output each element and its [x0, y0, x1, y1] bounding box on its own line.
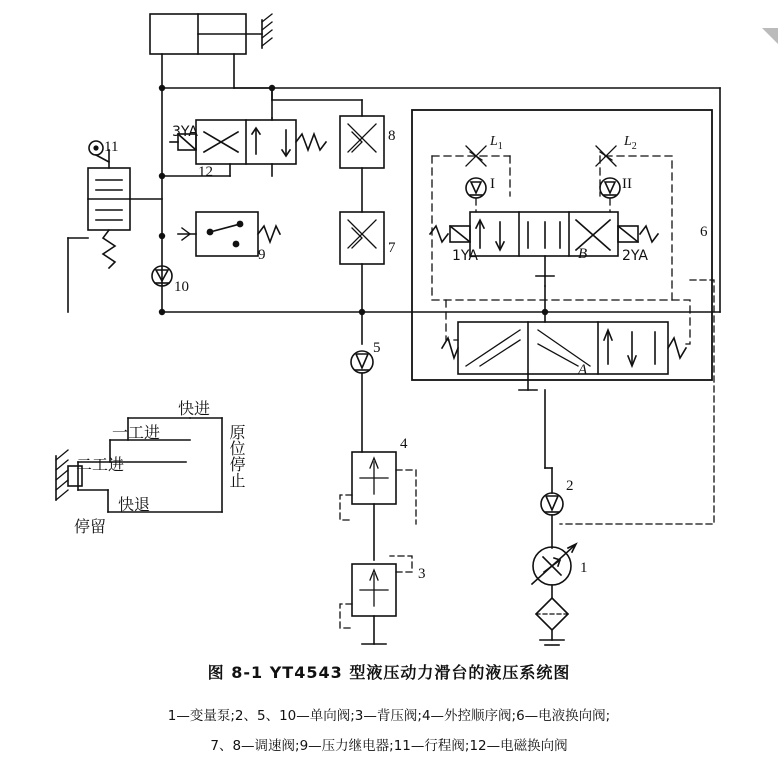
label-pilot-check-i: I: [490, 176, 495, 192]
label-component-3: 3: [418, 566, 426, 582]
label-port-l1: $L_1$: [490, 134, 503, 152]
figure-caption-title: 图 8-1 YT4543 型液压动力滑台的液压系统图: [207, 663, 571, 682]
label-work-feed-2: 二工进: [76, 455, 125, 474]
label-solenoid-1ya: 1YA: [452, 248, 478, 264]
label-pilot-check-ii: II: [622, 176, 632, 192]
label-port-l2: $L_2$: [624, 134, 637, 152]
label-component-12: 12: [198, 164, 213, 180]
label-component-2: 2: [566, 478, 574, 494]
label-fast-return: 快退: [118, 495, 151, 514]
label-stop-dwell: 停留: [74, 517, 107, 536]
label-component-6: 6: [700, 224, 708, 240]
label-solenoid-2ya: 2YA: [622, 248, 648, 264]
label-component-11: 11: [104, 139, 119, 155]
label-fast-forward: 快进: [178, 399, 211, 418]
label-work-feed-1: 一工进: [112, 423, 161, 442]
label-component-9: 9: [258, 247, 266, 263]
label-component-1: 1: [580, 560, 588, 576]
label-component-5: 5: [373, 340, 381, 356]
label-solenoid-3ya: 3YA: [172, 124, 198, 140]
label-port-a: A: [578, 362, 588, 378]
label-origin-stop: 原位停止: [227, 424, 246, 488]
figure-caption-line1: 1—变量泵;2、5、10—单向阀;3—背压阀;4—外控顺序阀;6—电液换向阀;: [167, 708, 611, 724]
label-port-b: B: [578, 246, 588, 262]
label-component-7: 7: [388, 240, 396, 256]
label-component-10: 10: [174, 279, 189, 295]
label-component-8: 8: [388, 128, 396, 144]
label-component-4: 4: [400, 436, 408, 452]
figure-caption-line2: 7、8—调速阀;9—压力继电器;11—行程阀;12—电磁换向阀: [210, 738, 568, 754]
